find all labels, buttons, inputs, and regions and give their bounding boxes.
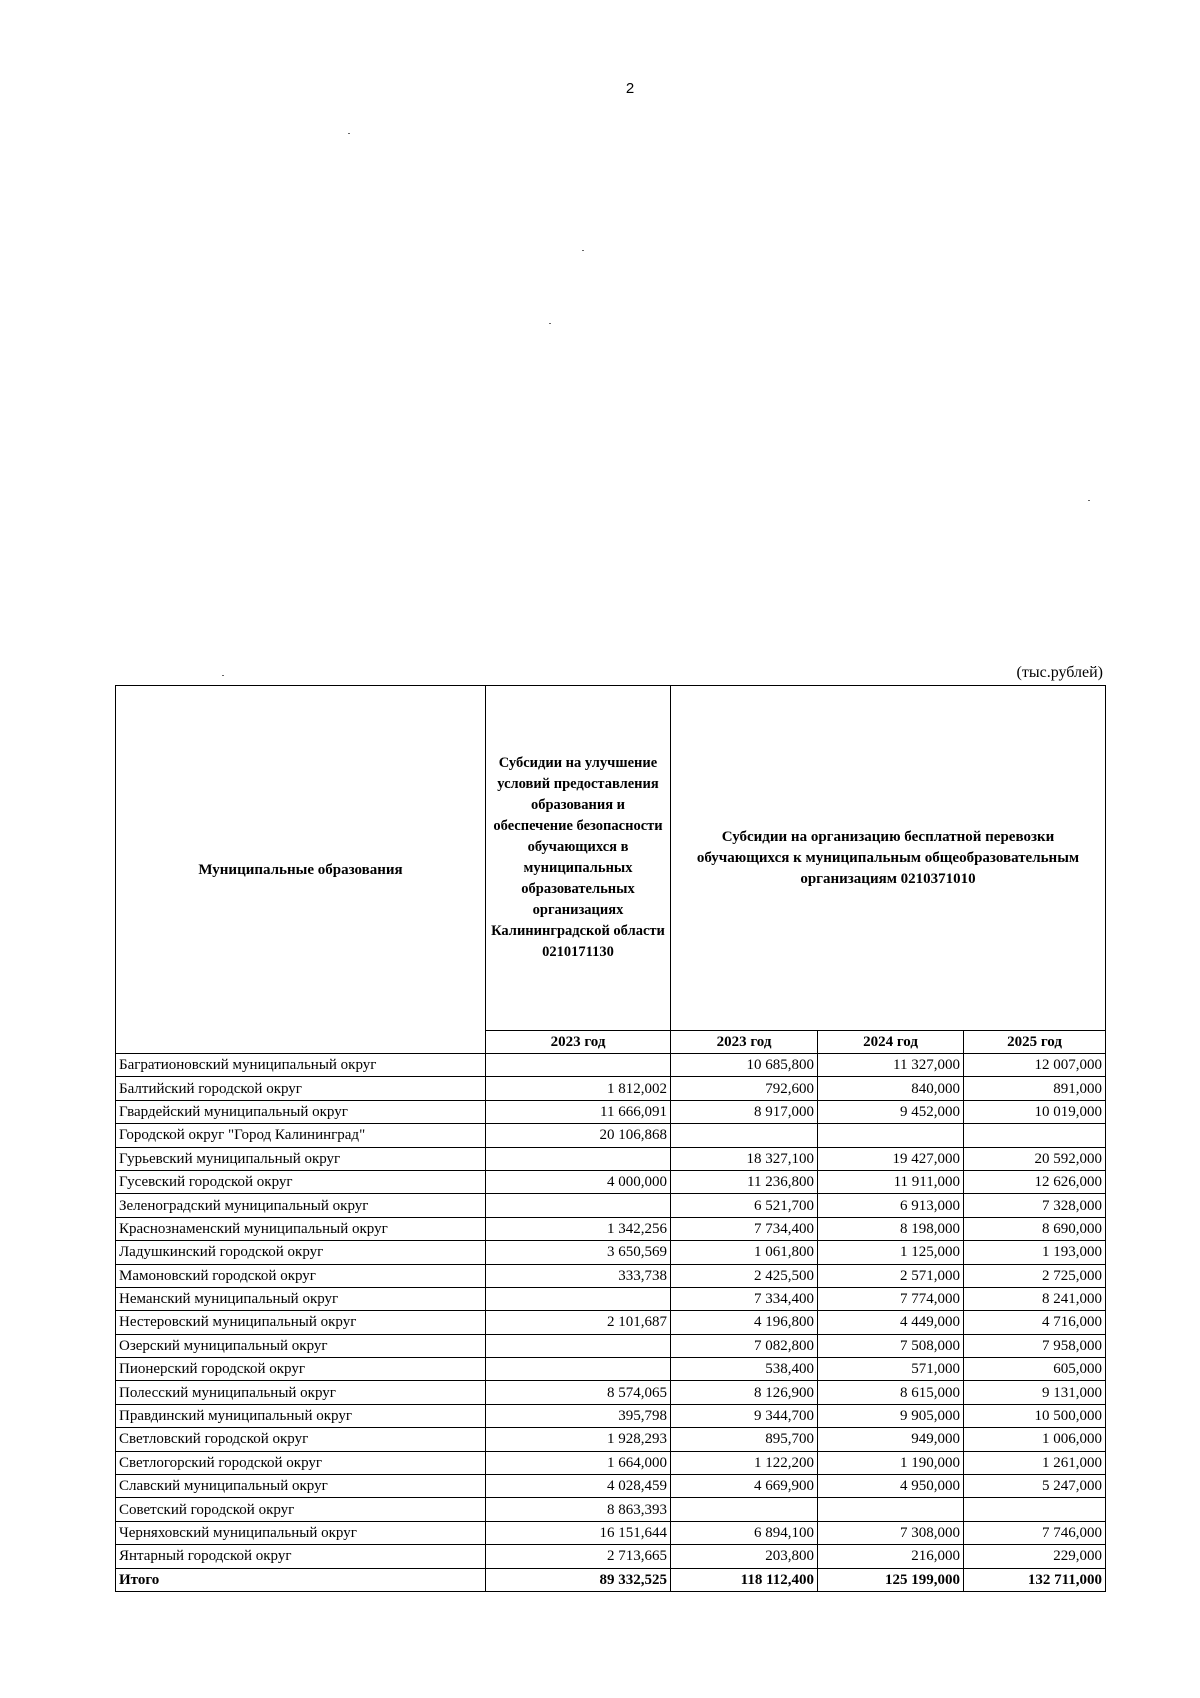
- total-transport-2025: 132 711,000: [964, 1568, 1106, 1591]
- table-row: [116, 1358, 1106, 1381]
- total-label: Итого: [116, 1568, 486, 1591]
- cell-transport-2024: [818, 1124, 964, 1147]
- cell-transport-2024: 7 508,000: [818, 1334, 964, 1357]
- cell-transport-2023: 7 082,800: [671, 1334, 818, 1357]
- cell-transport-2025: 229,000: [964, 1545, 1106, 1568]
- cell-transport-2024: 571,000: [818, 1358, 964, 1381]
- table-row: [116, 1428, 1106, 1451]
- cell-improve-2023: 1 664,000: [486, 1451, 671, 1474]
- cell-transport-2025: 2 725,000: [964, 1264, 1106, 1287]
- table-row: [116, 1334, 1106, 1357]
- cell-transport-2024: 7 774,000: [818, 1287, 964, 1310]
- cell-municipality: Мамоновский городской округ: [116, 1264, 486, 1287]
- year-header: 2023 год: [486, 1031, 671, 1054]
- cell-transport-2025: 20 592,000: [964, 1147, 1106, 1170]
- cell-transport-2023: 11 236,800: [671, 1170, 818, 1193]
- cell-transport-2024: 949,000: [818, 1428, 964, 1451]
- cell-transport-2025: 7 328,000: [964, 1194, 1106, 1217]
- cell-improve-2023: [486, 1054, 671, 1077]
- cell-transport-2023: 538,400: [671, 1358, 818, 1381]
- cell-municipality: Багратионовский муниципальный округ: [116, 1054, 486, 1077]
- year-header: 2023 год: [671, 1031, 818, 1054]
- cell-transport-2025: 7 958,000: [964, 1334, 1106, 1357]
- table-row: [116, 1381, 1106, 1404]
- cell-transport-2025: 891,000: [964, 1077, 1106, 1100]
- table-row: [116, 1194, 1106, 1217]
- cell-transport-2023: 1 061,800: [671, 1241, 818, 1264]
- cell-transport-2024: 4 449,000: [818, 1311, 964, 1334]
- table-row: [116, 1217, 1106, 1240]
- cell-transport-2024: 7 308,000: [818, 1521, 964, 1544]
- cell-municipality: Черняховский муниципальный округ: [116, 1521, 486, 1544]
- cell-improve-2023: 2 101,687: [486, 1311, 671, 1334]
- cell-transport-2023: 7 734,400: [671, 1217, 818, 1240]
- cell-transport-2025: 1 006,000: [964, 1428, 1106, 1451]
- cell-transport-2023: 18 327,100: [671, 1147, 818, 1170]
- cell-transport-2024: 840,000: [818, 1077, 964, 1100]
- cell-improve-2023: [486, 1287, 671, 1310]
- cell-transport-2025: 12 007,000: [964, 1054, 1106, 1077]
- cell-improve-2023: 1 928,293: [486, 1428, 671, 1451]
- cell-transport-2025: 1 193,000: [964, 1241, 1106, 1264]
- cell-transport-2025: 4 716,000: [964, 1311, 1106, 1334]
- cell-transport-2024: 1 190,000: [818, 1451, 964, 1474]
- scan-speck: [222, 675, 224, 676]
- cell-transport-2023: 4 196,800: [671, 1311, 818, 1334]
- cell-transport-2025: 9 131,000: [964, 1381, 1106, 1404]
- table-row: [116, 1404, 1106, 1427]
- table-row: [116, 1311, 1106, 1334]
- cell-municipality: Пионерский городской округ: [116, 1358, 486, 1381]
- cell-transport-2024: 6 913,000: [818, 1194, 964, 1217]
- scan-speck: [549, 323, 551, 324]
- cell-improve-2023: 395,798: [486, 1404, 671, 1427]
- cell-improve-2023: 11 666,091: [486, 1100, 671, 1123]
- cell-transport-2023: 6 894,100: [671, 1521, 818, 1544]
- cell-municipality: Советский городской округ: [116, 1498, 486, 1521]
- cell-transport-2025: 7 746,000: [964, 1521, 1106, 1544]
- cell-municipality: Гусевский городской округ: [116, 1170, 486, 1193]
- cell-improve-2023: 20 106,868: [486, 1124, 671, 1147]
- cell-municipality: Озерский муниципальный округ: [116, 1334, 486, 1357]
- cell-improve-2023: 3 650,569: [486, 1241, 671, 1264]
- header-municipal: Муниципальные образования: [116, 686, 486, 1054]
- cell-transport-2024: 9 452,000: [818, 1100, 964, 1123]
- cell-improve-2023: 8 863,393: [486, 1498, 671, 1521]
- cell-transport-2023: 4 669,900: [671, 1475, 818, 1498]
- cell-improve-2023: 16 151,644: [486, 1521, 671, 1544]
- cell-municipality: Правдинский муниципальный округ: [116, 1404, 486, 1427]
- table-row: [116, 1545, 1106, 1568]
- cell-improve-2023: [486, 1194, 671, 1217]
- cell-municipality: Гурьевский муниципальный округ: [116, 1147, 486, 1170]
- table-row: [116, 1475, 1106, 1498]
- cell-transport-2024: 11 911,000: [818, 1170, 964, 1193]
- cell-improve-2023: 8 574,065: [486, 1381, 671, 1404]
- page-number: 2: [625, 80, 635, 97]
- cell-municipality: Ладушкинский городской округ: [116, 1241, 486, 1264]
- cell-municipality: Зеленоградский муниципальный округ: [116, 1194, 486, 1217]
- header-improvement-subsidy: Субсидии на улучшение условий предоставления образования и обеспечение безопасности обучающихся в муниципальных образовательных организациях Калининградской области 0210171130: [486, 686, 671, 1031]
- subsidies-table: [115, 685, 1106, 1592]
- cell-transport-2024: 8 198,000: [818, 1217, 964, 1240]
- scan-speck: [1088, 500, 1090, 501]
- cell-transport-2024: 4 950,000: [818, 1475, 964, 1498]
- cell-municipality: Полесский муниципальный округ: [116, 1381, 486, 1404]
- cell-transport-2025: 605,000: [964, 1358, 1106, 1381]
- cell-transport-2025: [964, 1124, 1106, 1147]
- table-row: [116, 1100, 1106, 1123]
- cell-transport-2025: 8 690,000: [964, 1217, 1106, 1240]
- cell-transport-2023: 8 917,000: [671, 1100, 818, 1123]
- cell-improve-2023: 1 342,256: [486, 1217, 671, 1240]
- cell-transport-2024: 11 327,000: [818, 1054, 964, 1077]
- cell-transport-2023: 2 425,500: [671, 1264, 818, 1287]
- cell-transport-2023: 9 344,700: [671, 1404, 818, 1427]
- table-row: [116, 1170, 1106, 1193]
- table-row: [116, 1451, 1106, 1474]
- cell-transport-2023: 792,600: [671, 1077, 818, 1100]
- cell-municipality: Нестеровский муниципальный округ: [116, 1311, 486, 1334]
- total-transport-2023: 118 112,400: [671, 1568, 818, 1591]
- cell-transport-2025: 10 019,000: [964, 1100, 1106, 1123]
- cell-municipality: Неманский муниципальный округ: [116, 1287, 486, 1310]
- year-header: 2024 год: [818, 1031, 964, 1054]
- cell-transport-2025: 1 261,000: [964, 1451, 1106, 1474]
- table-row: [116, 1241, 1106, 1264]
- year-header: 2025 год: [964, 1031, 1106, 1054]
- cell-municipality: Балтийский городской округ: [116, 1077, 486, 1100]
- cell-transport-2024: 9 905,000: [818, 1404, 964, 1427]
- table-row: [116, 1054, 1106, 1077]
- cell-improve-2023: [486, 1147, 671, 1170]
- total-transport-2024: 125 199,000: [818, 1568, 964, 1591]
- cell-transport-2024: 8 615,000: [818, 1381, 964, 1404]
- cell-improve-2023: 4 028,459: [486, 1475, 671, 1498]
- cell-transport-2023: [671, 1124, 818, 1147]
- cell-transport-2024: 2 571,000: [818, 1264, 964, 1287]
- cell-transport-2025: 5 247,000: [964, 1475, 1106, 1498]
- cell-transport-2023: 6 521,700: [671, 1194, 818, 1217]
- cell-municipality: Краснознаменский муниципальный округ: [116, 1217, 486, 1240]
- cell-transport-2023: [671, 1498, 818, 1521]
- table-row: [116, 1287, 1106, 1310]
- cell-improve-2023: [486, 1334, 671, 1357]
- cell-municipality: Городской округ "Город Калининград": [116, 1124, 486, 1147]
- cell-municipality: Светлогорский городской округ: [116, 1451, 486, 1474]
- table-row: [116, 1264, 1106, 1287]
- scan-speck: [582, 250, 584, 251]
- unit-note: (тыс.рублей): [1016, 664, 1103, 681]
- cell-transport-2024: [818, 1498, 964, 1521]
- cell-transport-2025: 10 500,000: [964, 1404, 1106, 1427]
- scan-speck: [348, 133, 350, 134]
- cell-improve-2023: [486, 1358, 671, 1381]
- cell-transport-2023: 8 126,900: [671, 1381, 818, 1404]
- cell-municipality: Славский муниципальный округ: [116, 1475, 486, 1498]
- cell-municipality: Гвардейский муниципальный округ: [116, 1100, 486, 1123]
- cell-transport-2023: 7 334,400: [671, 1287, 818, 1310]
- cell-improve-2023: 2 713,665: [486, 1545, 671, 1568]
- cell-transport-2023: 895,700: [671, 1428, 818, 1451]
- cell-transport-2024: 1 125,000: [818, 1241, 964, 1264]
- cell-transport-2023: 203,800: [671, 1545, 818, 1568]
- cell-transport-2025: 12 626,000: [964, 1170, 1106, 1193]
- cell-improve-2023: 4 000,000: [486, 1170, 671, 1193]
- cell-transport-2023: 1 122,200: [671, 1451, 818, 1474]
- table-row: [116, 1147, 1106, 1170]
- cell-transport-2025: 8 241,000: [964, 1287, 1106, 1310]
- table-row: [116, 1521, 1106, 1544]
- cell-transport-2023: 10 685,800: [671, 1054, 818, 1077]
- cell-improve-2023: 333,738: [486, 1264, 671, 1287]
- total-row: [116, 1568, 1106, 1591]
- cell-transport-2025: [964, 1498, 1106, 1521]
- table-row: [116, 1124, 1106, 1147]
- cell-transport-2024: 19 427,000: [818, 1147, 964, 1170]
- table-body: [116, 1054, 1106, 1592]
- total-improve-2023: 89 332,525: [486, 1568, 671, 1591]
- cell-transport-2024: 216,000: [818, 1545, 964, 1568]
- cell-municipality: Светловский городской округ: [116, 1428, 486, 1451]
- table-row: [116, 1077, 1106, 1100]
- table-row: [116, 1498, 1106, 1521]
- cell-improve-2023: 1 812,002: [486, 1077, 671, 1100]
- cell-municipality: Янтарный городской округ: [116, 1545, 486, 1568]
- header-transport-subsidy: Субсидии на организацию бесплатной перевозки обучающихся к муниципальным общеобразовательным организациям 0210371010: [671, 686, 1106, 1031]
